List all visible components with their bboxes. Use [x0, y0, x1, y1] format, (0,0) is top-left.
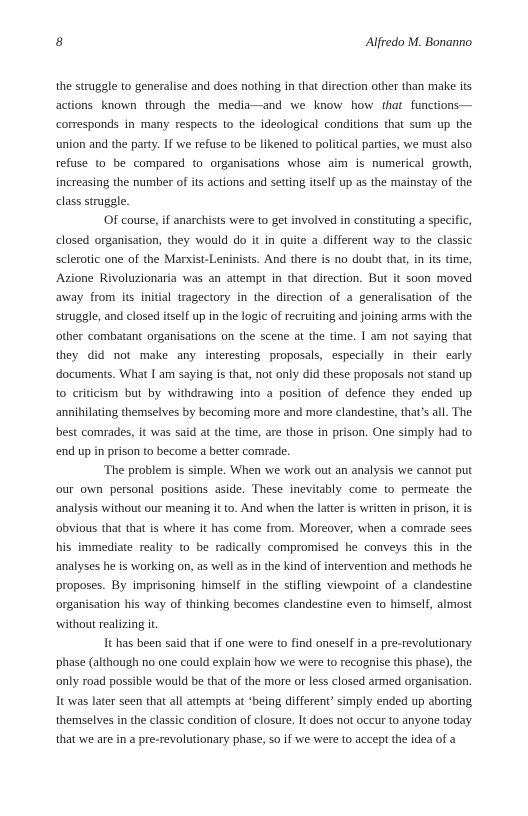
- page-number: 8: [56, 34, 63, 49]
- paragraph-1-text-before: the struggle to generalise and does nothing in that direction other than make its actions known through the media—and we know how: [56, 78, 472, 113]
- page-header: [56, 34, 472, 54]
- paragraph-1-text-after: functions—corresponds in many respects to the ideological conditions that sum up the union and the party. If we refuse to be likened to political parties, we must also refuse to be compared to organisations whose aim is numerical growth, increasing the number of its actions and setting itself up as the mainstay of the class struggle.: [56, 97, 472, 209]
- paragraph-1: [56, 76, 472, 210]
- paragraph-1-emphasis: that: [381, 97, 403, 113]
- running-head-author: Alfredo M. Bonanno: [365, 34, 472, 49]
- paragraph-3: The problem is simple. When we work out an analysis we cannot put our own personal positions aside. These inevitably come to permeate the analysis without our meaning it to. And when the latter is written in prison, it is obvious that that is where it has come from. Moreover, when a comrade sees his immediate reality to be radically compromised he conveys this in the analyses he is working on, as well as in the kind of intervention and methods he proposes. By imprisoning himself in the stifling viewpoint of a clandestine organisation his way of thinking becomes clandestine even to himself, almost without realizing it.: [56, 462, 472, 631]
- paragraph-2: Of course, if anarchists were to get involved in constituting a specific, closed organisation, they would do it in quite a different way to the classic sclerotic one of the Marxist-Leninists. And there is no doubt that, in its time, Azione Rivoluzionaria was an attempt in that direction. But it soon moved away from its initial tragectory in the direction of a generalisation of the struggle, and closed itself up in the logic of recruiting and joining arms with the other combatant organisations on the scene at the time. I am not saying that they did not make any interesting proposals, especially in their early documents. What I am saying is that, not only did these proposals not stand up to criticism but by withdrawing into a position of defence they ended up annihilating themselves by becoming more and more clandestine, that’s all. The best comrades, it was said at the time, are those in prison. One simply had to end up in prison to become a better comrade.: [56, 212, 472, 458]
- paragraph-4: It has been said that if one were to find oneself in a pre-revolutionary phase (although no one could explain how we were to recognise this phase), the only road possible would be that of the more or less closed armed organisation. It was later seen that all attempts at ‘being different’ simply ended up aborting themselves in the classic condition of closure. It does not occur to anyone today that we are in a pre-revolutionary phase, so if we were to accept the idea of a: [56, 634, 472, 746]
- body-text: [56, 76, 472, 748]
